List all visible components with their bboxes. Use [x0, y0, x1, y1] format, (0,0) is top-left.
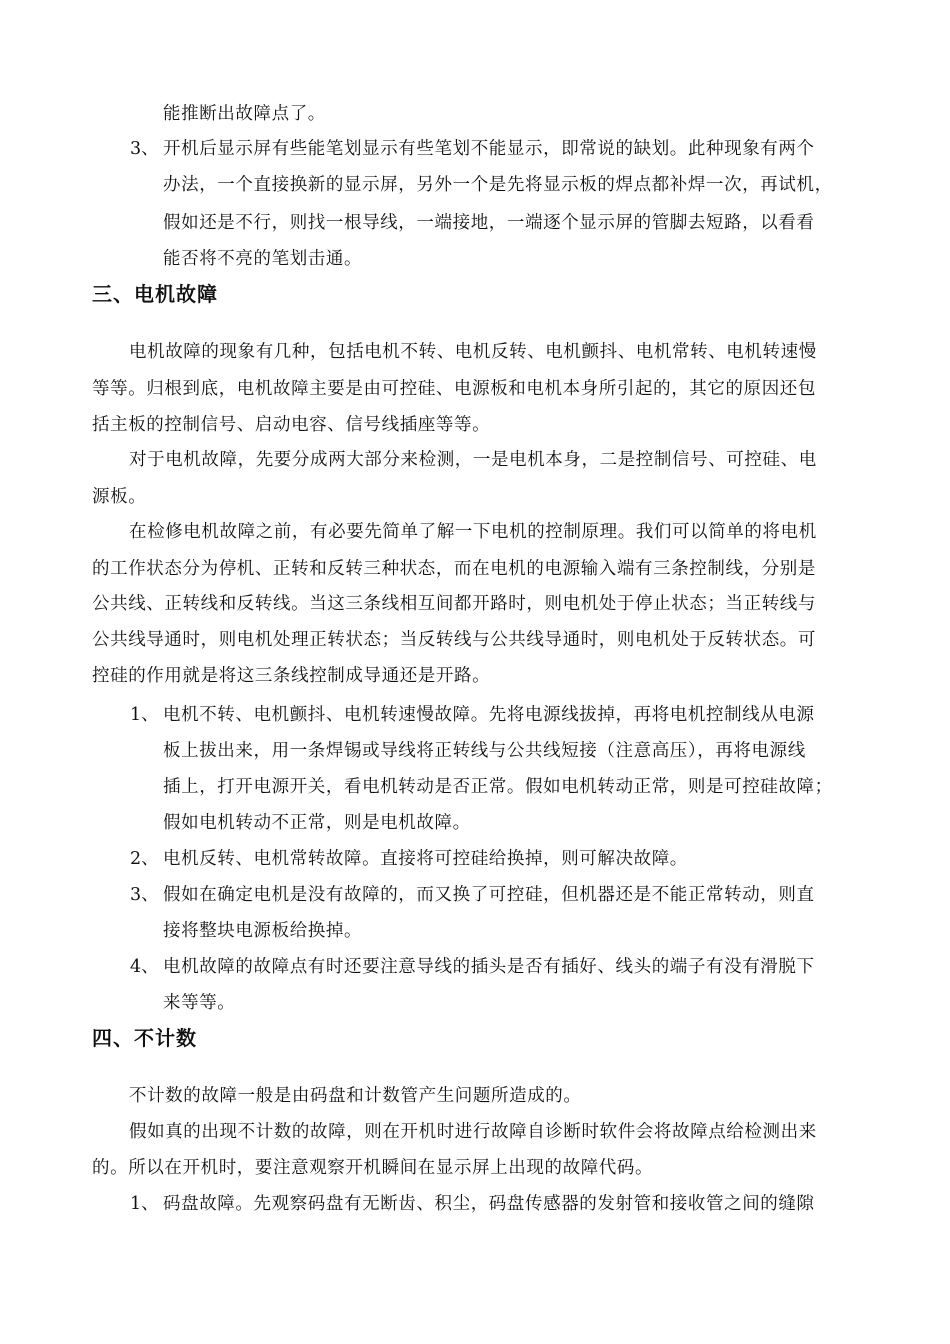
list-item-number: 3、: [130, 885, 159, 905]
section-heading-no-count: 四、不计数: [92, 1026, 197, 1050]
list-item-line: 板上拔出来，用一条焊锡或导线将正转线与公共线短接（注意高压），再将电源线: [163, 741, 806, 761]
list-item-number: 2、: [130, 849, 159, 869]
list-item-line: 开机后显示屏有些能笔划显示有些笔划不能显示，即常说的缺划。此种现象有两个: [163, 139, 815, 159]
list-item-line: 电机反转、电机常转故障。直接将可控硅给换掉，则可解决故障。: [163, 849, 688, 869]
paragraph-line: 不计数的故障一般是由码盘和计数管产生问题所造成的。: [129, 1086, 582, 1106]
list-item-line: 假如电机转动不正常，则是电机故障。: [163, 813, 471, 833]
list-item-line: 能否将不亮的笔划击通。: [163, 249, 363, 269]
paragraph-line: 公共线、正转线和反转线。当这三条线相互间都开路时，则电机处于停止状态；当正转线与: [92, 594, 816, 614]
paragraph-line: 的。所以在开机时，要注意观察开机瞬间在显示屏上出现的故障代码。: [92, 1158, 654, 1178]
paragraph-line: 源板。: [92, 487, 147, 507]
list-item-number: 1、: [130, 705, 159, 725]
paragraph-line: 等等。归根到底，电机故障主要是由可控硅、电源板和电机本身所引起的，其它的原因还包: [92, 379, 816, 399]
list-item-line: 假如还是不行，则找一根导线，一端接地，一端逐个显示屏的管脚去短路，以看看: [163, 213, 815, 233]
paragraph-line: 括主板的控制信号、启动电容、信号线插座等等。: [92, 415, 491, 435]
list-item-number: 3、: [130, 139, 159, 159]
list-item-line: 来等等。: [163, 993, 236, 1013]
paragraph-line: 对于电机故障，先要分成两大部分来检测，一是电机本身，二是控制信号、可控硅、电: [129, 450, 817, 470]
list-item-line: 插上，打开电源开关，看电机转动是否正常。假如电机转动正常，则是可控硅故障；: [163, 777, 833, 797]
list-item-line: 办法，一个直接换新的显示屏，另外一个是先将显示板的焊点都补焊一次，再试机，: [163, 175, 833, 195]
list-item-number: 1、: [130, 1194, 159, 1214]
paragraph-line: 控硅的作用就是将这三条线控制成导通还是开路。: [92, 666, 491, 686]
paragraph-line: 假如真的出现不计数的故障，则在开机时进行故障自诊断时软件会将故障点给检测出来: [129, 1122, 817, 1142]
list-item-line: 电机不转、电机颤抖、电机转速慢故障。先将电源线拔掉，再将电机控制线从电源: [163, 705, 815, 725]
list-item-line: 码盘故障。先观察码盘有无断齿、积尘，码盘传感器的发射管和接收管之间的缝隙: [163, 1194, 815, 1214]
paragraph-line: 在检修电机故障之前，有必要先简单了解一下电机的控制原理。我们可以简单的将电机: [129, 522, 817, 542]
list-item-number: 4、: [130, 957, 159, 977]
paragraph-line: 的工作状态分为停机、正转和反转三种状态，而在电机的电源输入端有三条控制线，分别是: [92, 559, 816, 579]
paragraph-line: 电机故障的现象有几种，包括电机不转、电机反转、电机颤抖、电机常转、电机转速慢: [129, 342, 817, 362]
list-item-line: 电机故障的故障点有时还要注意导线的插头是否有插好、线头的端子有没有滑脱下: [163, 957, 815, 977]
prev-item-tail: 能推断出故障点了。: [163, 104, 326, 124]
paragraph-line: 公共线导通时，则电机处理正转状态；当反转线与公共线导通时，则电机处于反转状态。可: [92, 630, 816, 650]
list-item-line: 接将整块电源板给换掉。: [163, 921, 363, 941]
list-item-line: 假如在确定电机是没有故障的，而又换了可控硅，但机器还是不能正常转动，则直: [163, 885, 815, 905]
section-heading-motor: 三、电机故障: [92, 282, 218, 306]
